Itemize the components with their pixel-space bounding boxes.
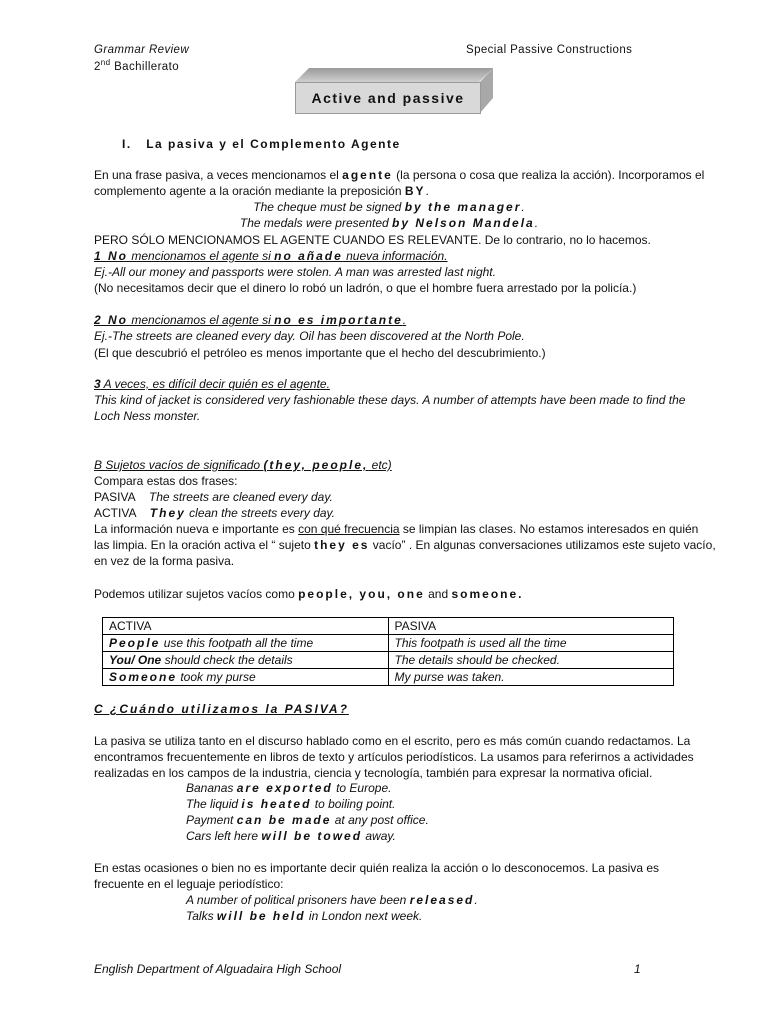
point-2-example: Ej.-The streets are cleaned every day. Oil has been discovered at the North Pole. [94, 329, 525, 343]
point-1-example: Ej.-All our money and passports were stolen. A man was arrested last night. [94, 265, 496, 279]
example-bananas: Bananas are exported to Europe. [186, 781, 392, 795]
active-passive-table [102, 617, 674, 686]
table-row: Someone took my purse My purse was taken. [103, 669, 674, 686]
activa-example: ACTIVA They clean the streets every day. [94, 506, 335, 520]
table-row: People use this footpath all the time This footpath is used all the time [103, 635, 674, 652]
intro-line-2: complemento agente a la oración mediante la preposición BY. [94, 184, 429, 198]
table-header-row [103, 618, 674, 635]
example-payment: Payment can be made at any post office. [186, 813, 429, 827]
section-c-heading: C ¿Cuándo utilizamos la PASIVA? [94, 702, 349, 716]
section-c-line-2: encontramos frecuentemente en libros de texto y artículos periodísticos. La usamos para referirnos a actividades [94, 750, 694, 764]
info-line-2: las limpia. En la oración activa el “ sujeto they es vacío” . En algunas conversaciones utilizamos este sujeto vacío, [94, 538, 716, 552]
example-medals: The medals were presented by Nelson Mandela. [239, 216, 539, 230]
example-cars: Cars left here will be towed away. [186, 829, 396, 843]
pero-line: PERO SÓLO MENCIONAMOS EL AGENTE CUANDO ES RELEVANTE. De lo contrario, no lo hacemos. [94, 233, 651, 247]
point-3-heading: 3 A veces, es difícil decir quién es el agente. [94, 377, 330, 391]
header-level: 2nd Bachillerato [94, 58, 179, 73]
header-course: Grammar Review [94, 44, 190, 56]
title-box [295, 68, 493, 126]
point-1-note: (No necesitamos decir que el dinero lo robó un ladrón, o que el hombre fuera arrestado por la policía.) [94, 281, 637, 295]
table-header-pasiva: PASIVA [388, 618, 674, 635]
footer-school: English Department of Alguadaira High School [94, 962, 342, 976]
example-liquid: The liquid is heated to boiling point. [186, 797, 396, 811]
section-1-heading: I. La pasiva y el Complemento Agente [122, 137, 401, 151]
section-b-heading: B Sujetos vacíos de significado (they, people, etc) [94, 458, 392, 472]
point-3-example-1: This kind of jacket is considered very fashionable these days. A number of attempts have been made to find the [94, 393, 686, 407]
section-c-line-3: realizadas en los campos de la industria, ciencia y tecnología, también para expresar la normativa oficial. [94, 766, 653, 780]
info-line-3: en vez de la forma pasiva. [94, 554, 235, 568]
intro-line-1: En una frase pasiva, a veces mencionamos el agente (la persona o cosa que realiza la acción). Incorporamos el [94, 168, 705, 182]
section-c-line-4: En estas ocasiones o bien no es importante decir quién realiza la acción o lo desconocemos. La pasiva es [94, 861, 660, 875]
section-c-line-5: frecuente en el leguaje periodístico: [94, 877, 284, 891]
title-box-bevel-top [295, 68, 493, 82]
example-talks: Talks will be held in London next week. [186, 909, 423, 923]
podemos-line: Podemos utilizar sujetos vacíos como people, you, one and someone. [94, 587, 524, 601]
table-row: You/ One should check the details The details should be checked. [103, 652, 674, 669]
page-title: Active and passive [295, 82, 481, 114]
point-3-example-2: Loch Ness monster. [94, 409, 201, 423]
point-2-heading: 2 No mencionamos el agente si no es importante. [94, 313, 407, 327]
section-c-line-1: La pasiva se utiliza tanto en el discurso hablado como en el escrito, pero es más común cuando redactamos. La [94, 734, 691, 748]
pasiva-example: PASIVA The streets are cleaned every day. [94, 490, 333, 504]
header-topic: Special Passive Constructions [466, 44, 633, 56]
point-2-note: (El que descubrió el petróleo es menos importante que el hecho del descubrimiento.) [94, 346, 546, 360]
point-1-heading: 1 No mencionamos el agente si no añade nueva información. [94, 249, 448, 263]
example-prisoners: A number of political prisoners have been released. [186, 893, 478, 907]
compara-line: Compara estas dos frases: [94, 474, 238, 488]
info-line-1: La información nueva e importante es con qué frecuencia se limpian las clases. No estamos interesados en quién [94, 522, 699, 536]
page-number: 1 [634, 962, 641, 976]
table-header-activa: ACTIVA [103, 618, 389, 635]
example-cheque: The cheque must be signed by the manager. [253, 200, 525, 214]
